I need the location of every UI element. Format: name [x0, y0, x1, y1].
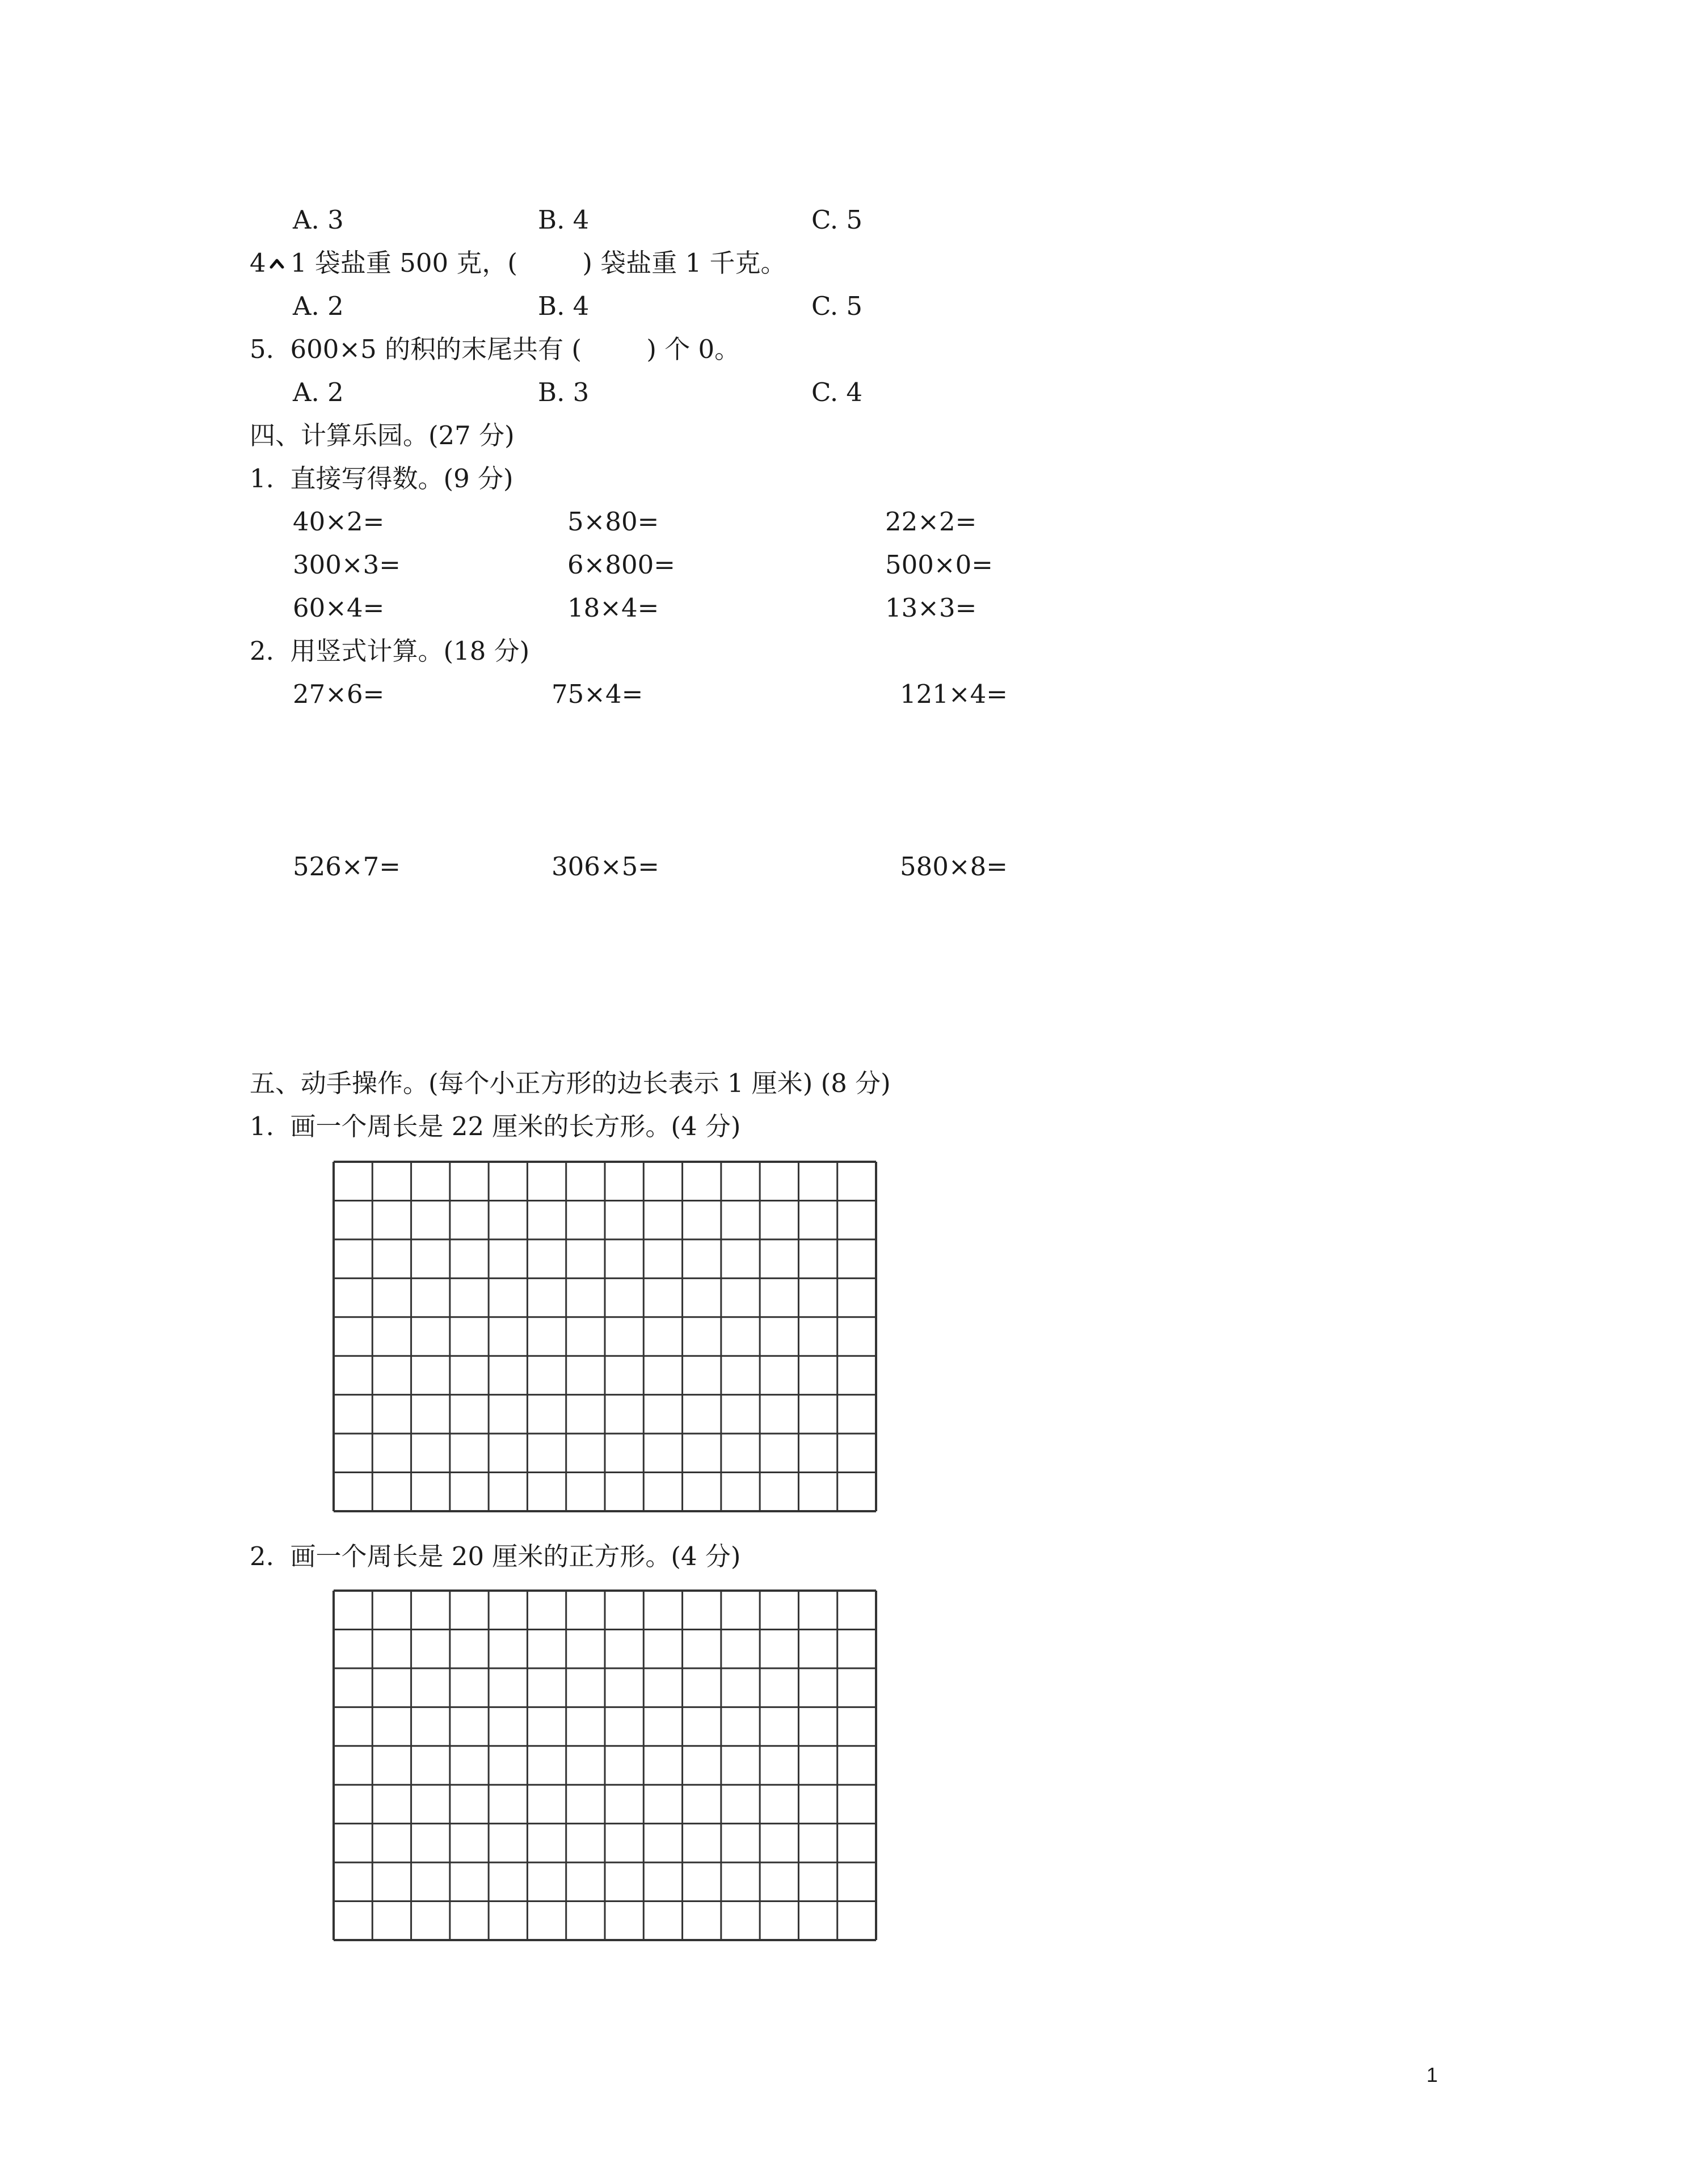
oral-calc-item: 300×3=	[293, 550, 401, 580]
section4-part1-title: 1. 直接写得数。(9 分)	[250, 463, 513, 494]
section5-title: 五、动手操作。(每个小正方形的边长表示 1 厘米) (8 分)	[250, 1068, 891, 1098]
q5-text: 5. 600×5 的积的末尾共有 ( ) 个 0。	[250, 334, 740, 364]
page-number: 1	[1426, 2063, 1438, 2086]
vertical-calc-item: 121×4=	[900, 679, 1008, 709]
oral-calc-item: 13×3=	[885, 593, 977, 623]
q5-option-c: C. 4	[811, 377, 863, 407]
section5-part2-title: 2. 画一个周长是 20 厘米的正方形。(4 分)	[250, 1541, 741, 1571]
caret-mark-icon	[269, 256, 285, 272]
vertical-calc-item: 580×8=	[900, 851, 1008, 882]
vertical-calc-item: 526×7=	[293, 851, 401, 882]
oral-calc-item: 6×800=	[567, 550, 675, 580]
q3-option-b: B. 4	[538, 205, 590, 235]
q4-option-a: A. 2	[293, 291, 344, 321]
section5-part1-title: 1. 画一个周长是 22 厘米的长方形。(4 分)	[250, 1111, 741, 1141]
q5-option-a: A. 2	[293, 377, 344, 407]
oral-calc-item: 5×80=	[567, 507, 659, 537]
q5-option-b: B. 3	[538, 377, 590, 407]
oral-calc-item: 500×0=	[885, 550, 993, 580]
oral-calc-item: 60×4=	[293, 593, 385, 623]
oral-calc-item: 40×2=	[293, 507, 385, 537]
q3-option-c: C. 5	[811, 205, 863, 235]
q4-number: 4	[250, 248, 266, 278]
vertical-calc-item: 75×4=	[552, 679, 643, 709]
q4-option-c: C. 5	[811, 291, 863, 321]
oral-calc-item: 18×4=	[567, 593, 659, 623]
drawing-grid-2[interactable]	[332, 1589, 877, 1941]
vertical-calc-item: 27×6=	[293, 679, 385, 709]
vertical-calc-item: 306×5=	[552, 851, 659, 882]
q4-option-b: B. 4	[538, 291, 590, 321]
section4-title: 四、计算乐园。(27 分)	[250, 420, 515, 450]
oral-calc-item: 22×2=	[885, 507, 977, 537]
section4-part2-title: 2. 用竖式计算。(18 分)	[250, 636, 530, 666]
drawing-grid-1[interactable]	[332, 1161, 877, 1512]
q4-text: 1 袋盐重 500 克，( ) 袋盐重 1 千克。	[291, 248, 786, 278]
q3-option-a: A. 3	[293, 205, 344, 235]
